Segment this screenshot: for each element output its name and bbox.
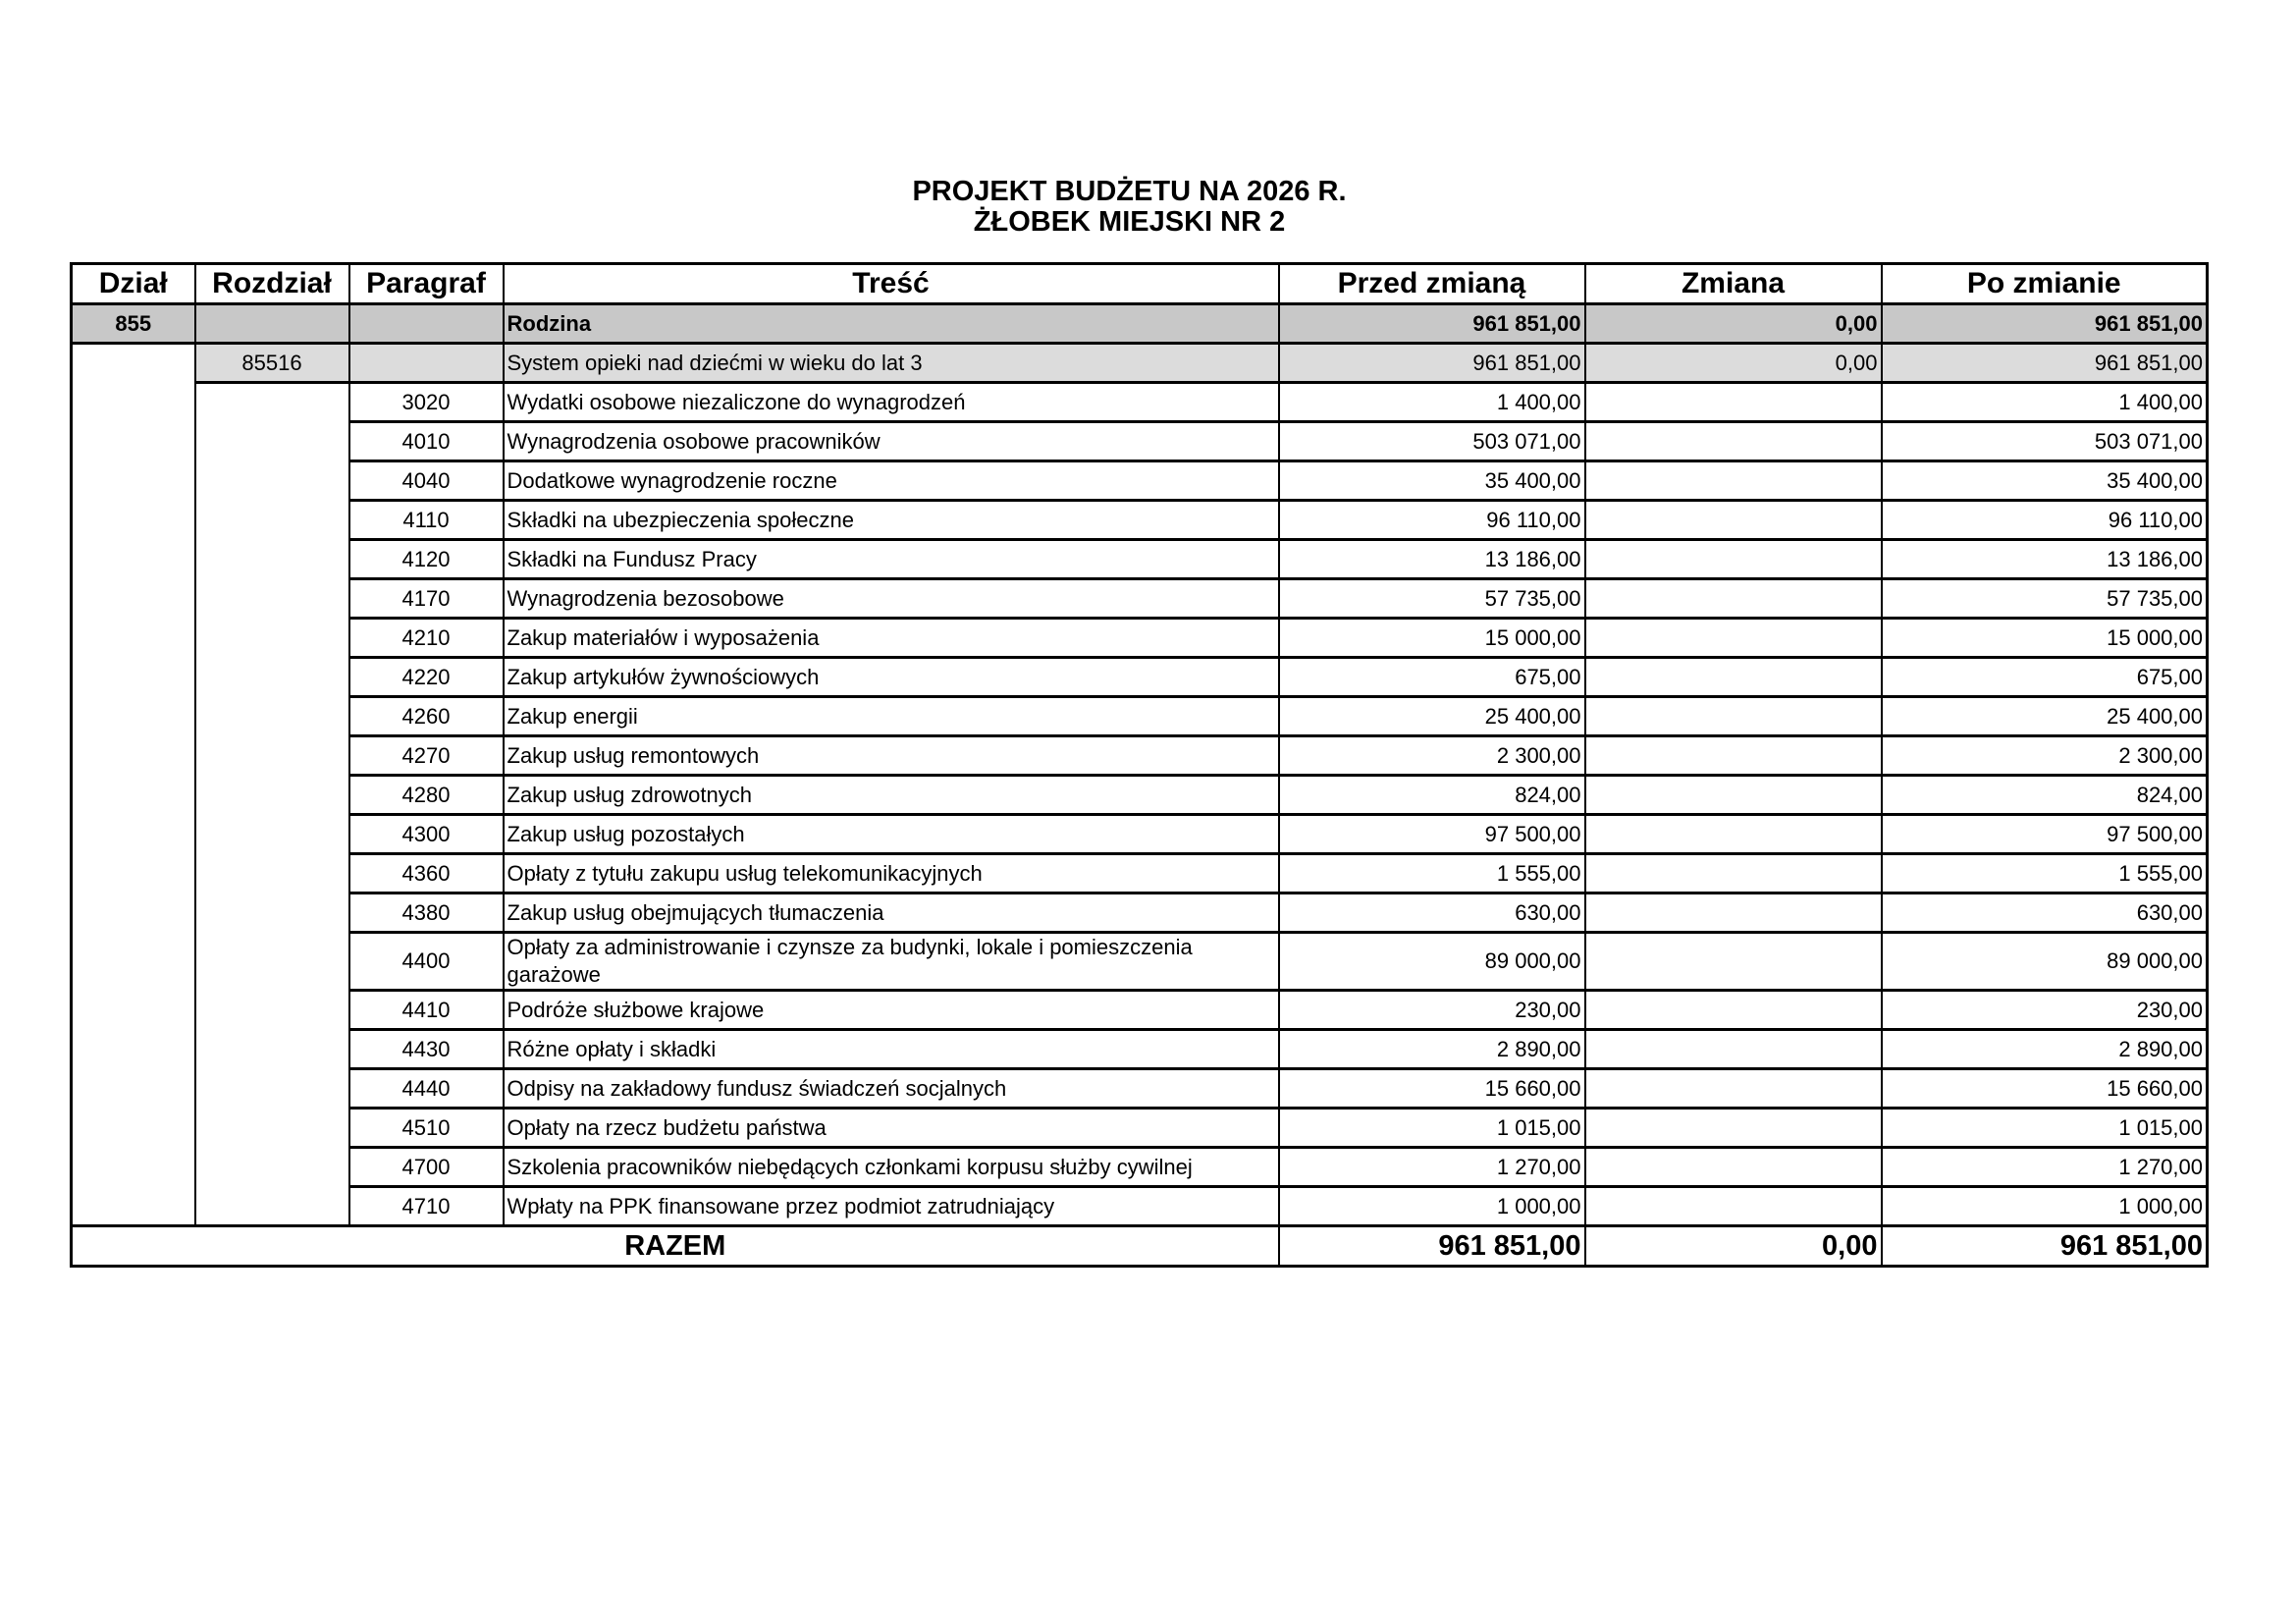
paragraf-code: 4220: [349, 658, 504, 697]
header-przed-zmiana: Przed zmianą: [1279, 264, 1585, 304]
tresc-text: Podróże służbowe krajowe: [504, 991, 1279, 1030]
title-line-1: PROJEKT BUDŻETU NA 2026 R.: [912, 176, 1347, 207]
zmiana-value: [1585, 776, 1882, 815]
dzial-paragraf-empty: [349, 304, 504, 344]
paragraf-code: 4700: [349, 1148, 504, 1187]
przed-zmiana-value: 25 400,00: [1279, 697, 1585, 736]
header-tresc: Treść: [504, 264, 1279, 304]
rozdzial-tresc: System opieki nad dziećmi w wieku do lat 3: [504, 344, 1279, 383]
przed-zmiana-value: 1 555,00: [1279, 854, 1585, 893]
zmiana-value: [1585, 619, 1882, 658]
przed-zmiana-value: 1 400,00: [1279, 383, 1585, 422]
przed-zmiana-value: 2 300,00: [1279, 736, 1585, 776]
paragraf-code: 4400: [349, 933, 504, 991]
paragraf-code: 4120: [349, 540, 504, 579]
table-row: [72, 1187, 2208, 1226]
table-row: [72, 933, 2208, 991]
table-header-row: [72, 264, 2208, 304]
table-row: [72, 815, 2208, 854]
paragraf-code: 4710: [349, 1187, 504, 1226]
table-row: [72, 422, 2208, 461]
dzial-rozdzial-empty: [195, 304, 349, 344]
przed-zmiana-value: 1 000,00: [1279, 1187, 1585, 1226]
header-zmiana: Zmiana: [1585, 264, 1882, 304]
paragraf-code: 4280: [349, 776, 504, 815]
zmiana-value: [1585, 422, 1882, 461]
przed-zmiana-value: 97 500,00: [1279, 815, 1585, 854]
dzial-po: 961 851,00: [1882, 304, 2208, 344]
tresc-text: Odpisy na zakładowy fundusz świadczeń socjalnych: [504, 1069, 1279, 1109]
przed-zmiana-value: 15 000,00: [1279, 619, 1585, 658]
tresc-text: Opłaty z tytułu zakupu usług telekomunikacyjnych: [504, 854, 1279, 893]
zmiana-value: [1585, 383, 1882, 422]
table-row: [72, 776, 2208, 815]
tresc-text: Zakup artykułów żywnościowych: [504, 658, 1279, 697]
po-zmianie-value: 630,00: [1882, 893, 2208, 933]
rozdzial-column-empty: [195, 383, 349, 1226]
po-zmianie-value: 35 400,00: [1882, 461, 2208, 501]
przed-zmiana-value: 230,00: [1279, 991, 1585, 1030]
tresc-text: Zakup usług pozostałych: [504, 815, 1279, 854]
zmiana-value: [1585, 579, 1882, 619]
document-title: [0, 177, 2296, 238]
przed-zmiana-value: 675,00: [1279, 658, 1585, 697]
tresc-text: Zakup energii: [504, 697, 1279, 736]
tresc-text: Składki na ubezpieczenia społeczne: [504, 501, 1279, 540]
przed-zmiana-value: 13 186,00: [1279, 540, 1585, 579]
po-zmianie-value: 230,00: [1882, 991, 2208, 1030]
po-zmianie-value: 1 400,00: [1882, 383, 2208, 422]
tresc-text: Wynagrodzenia bezosobowe: [504, 579, 1279, 619]
title-line-2: ŻŁOBEK MIEJSKI NR 2: [973, 206, 1286, 238]
po-zmianie-value: 824,00: [1882, 776, 2208, 815]
po-zmianie-value: 1 555,00: [1882, 854, 2208, 893]
tresc-text: Szkolenia pracowników niebędących członkami korpusu służby cywilnej: [504, 1148, 1279, 1187]
przed-zmiana-value: 503 071,00: [1279, 422, 1585, 461]
przed-zmiana-value: 96 110,00: [1279, 501, 1585, 540]
rozdzial-po: 961 851,00: [1882, 344, 2208, 383]
zmiana-value: [1585, 991, 1882, 1030]
paragraf-code: 4410: [349, 991, 504, 1030]
tresc-text: Zakup materiałów i wyposażenia: [504, 619, 1279, 658]
zmiana-value: [1585, 933, 1882, 991]
table-row: [72, 1148, 2208, 1187]
paragraf-code: 4010: [349, 422, 504, 461]
budget-table: [70, 262, 2209, 1268]
table-row: [72, 501, 2208, 540]
paragraf-code: 4040: [349, 461, 504, 501]
table-row: [72, 619, 2208, 658]
tresc-text: Dodatkowe wynagrodzenie roczne: [504, 461, 1279, 501]
rozdzial-paragraf-empty: [349, 344, 504, 383]
przed-zmiana-value: 824,00: [1279, 776, 1585, 815]
paragraf-code: 4210: [349, 619, 504, 658]
table-row: [72, 1030, 2208, 1069]
dzial-column-empty: [72, 344, 195, 1226]
paragraf-code: 4110: [349, 501, 504, 540]
tresc-text: Zakup usług remontowych: [504, 736, 1279, 776]
zmiana-value: [1585, 854, 1882, 893]
przed-zmiana-value: 1 015,00: [1279, 1109, 1585, 1148]
zmiana-value: [1585, 1109, 1882, 1148]
tresc-text: Opłaty na rzecz budżetu państwa: [504, 1109, 1279, 1148]
przed-zmiana-value: 1 270,00: [1279, 1148, 1585, 1187]
zmiana-value: [1585, 658, 1882, 697]
total-row: [72, 1226, 2208, 1267]
zmiana-value: [1585, 1069, 1882, 1109]
po-zmianie-value: 1 015,00: [1882, 1109, 2208, 1148]
zmiana-value: [1585, 1187, 1882, 1226]
przed-zmiana-value: 35 400,00: [1279, 461, 1585, 501]
table-row: [72, 579, 2208, 619]
po-zmianie-value: 57 735,00: [1882, 579, 2208, 619]
dzial-zmiana: 0,00: [1585, 304, 1882, 344]
zmiana-value: [1585, 1030, 1882, 1069]
po-zmianie-value: 1 000,00: [1882, 1187, 2208, 1226]
table-row: [72, 540, 2208, 579]
zmiana-value: [1585, 893, 1882, 933]
po-zmianie-value: 89 000,00: [1882, 933, 2208, 991]
tresc-text: Wynagrodzenia osobowe pracowników: [504, 422, 1279, 461]
zmiana-value: [1585, 736, 1882, 776]
header-rozdzial: Rozdział: [195, 264, 349, 304]
tresc-text: Zakup usług zdrowotnych: [504, 776, 1279, 815]
paragraf-code: 4440: [349, 1069, 504, 1109]
rozdzial-code: 85516: [195, 344, 349, 383]
przed-zmiana-value: 89 000,00: [1279, 933, 1585, 991]
tresc-text: Wydatki osobowe niezaliczone do wynagrodzeń: [504, 383, 1279, 422]
dzial-przed: 961 851,00: [1279, 304, 1585, 344]
table-row: [72, 736, 2208, 776]
paragraf-code: 4360: [349, 854, 504, 893]
paragraf-code: 4380: [349, 893, 504, 933]
zmiana-value: [1585, 501, 1882, 540]
po-zmianie-value: 15 000,00: [1882, 619, 2208, 658]
dzial-row: [72, 304, 2208, 344]
table-row: [72, 1109, 2208, 1148]
zmiana-value: [1585, 697, 1882, 736]
po-zmianie-value: 15 660,00: [1882, 1069, 2208, 1109]
table-row: [72, 658, 2208, 697]
po-zmianie-value: 13 186,00: [1882, 540, 2208, 579]
paragraf-code: 4510: [349, 1109, 504, 1148]
zmiana-value: [1585, 815, 1882, 854]
total-zmiana: 0,00: [1585, 1226, 1882, 1267]
rozdzial-row: [72, 344, 2208, 383]
dzial-code: 855: [72, 304, 195, 344]
total-po: 961 851,00: [1882, 1226, 2208, 1267]
tresc-text: Zakup usług obejmujących tłumaczenia: [504, 893, 1279, 933]
przed-zmiana-value: 15 660,00: [1279, 1069, 1585, 1109]
table-row: [72, 854, 2208, 893]
zmiana-value: [1585, 540, 1882, 579]
total-przed: 961 851,00: [1279, 1226, 1585, 1267]
rozdzial-zmiana: 0,00: [1585, 344, 1882, 383]
tresc-text: Opłaty za administrowanie i czynsze za budynki, lokale i pomieszczenia garażowe: [504, 933, 1279, 991]
paragraf-code: 4430: [349, 1030, 504, 1069]
rozdzial-przed: 961 851,00: [1279, 344, 1585, 383]
header-dzial: Dział: [72, 264, 195, 304]
po-zmianie-value: 675,00: [1882, 658, 2208, 697]
przed-zmiana-value: 630,00: [1279, 893, 1585, 933]
paragraf-code: 4270: [349, 736, 504, 776]
po-zmianie-value: 25 400,00: [1882, 697, 2208, 736]
dzial-tresc: Rodzina: [504, 304, 1279, 344]
table-row: [72, 1069, 2208, 1109]
table-row: [72, 697, 2208, 736]
po-zmianie-value: 2 300,00: [1882, 736, 2208, 776]
po-zmianie-value: 503 071,00: [1882, 422, 2208, 461]
po-zmianie-value: 1 270,00: [1882, 1148, 2208, 1187]
tresc-text: Wpłaty na PPK finansowane przez podmiot zatrudniający: [504, 1187, 1279, 1226]
table-row: [72, 991, 2208, 1030]
paragraf-code: 3020: [349, 383, 504, 422]
table-row: [72, 461, 2208, 501]
paragraf-code: 4300: [349, 815, 504, 854]
zmiana-value: [1585, 1148, 1882, 1187]
po-zmianie-value: 97 500,00: [1882, 815, 2208, 854]
po-zmianie-value: 96 110,00: [1882, 501, 2208, 540]
paragraf-code: 4170: [349, 579, 504, 619]
header-paragraf: Paragraf: [349, 264, 504, 304]
paragraf-code: 4260: [349, 697, 504, 736]
table-row: [72, 383, 2208, 422]
tresc-text: Składki na Fundusz Pracy: [504, 540, 1279, 579]
table-row: [72, 893, 2208, 933]
przed-zmiana-value: 57 735,00: [1279, 579, 1585, 619]
tresc-text: Różne opłaty i składki: [504, 1030, 1279, 1069]
zmiana-value: [1585, 461, 1882, 501]
przed-zmiana-value: 2 890,00: [1279, 1030, 1585, 1069]
header-po-zmianie: Po zmianie: [1882, 264, 2208, 304]
po-zmianie-value: 2 890,00: [1882, 1030, 2208, 1069]
total-label: RAZEM: [72, 1226, 1279, 1267]
